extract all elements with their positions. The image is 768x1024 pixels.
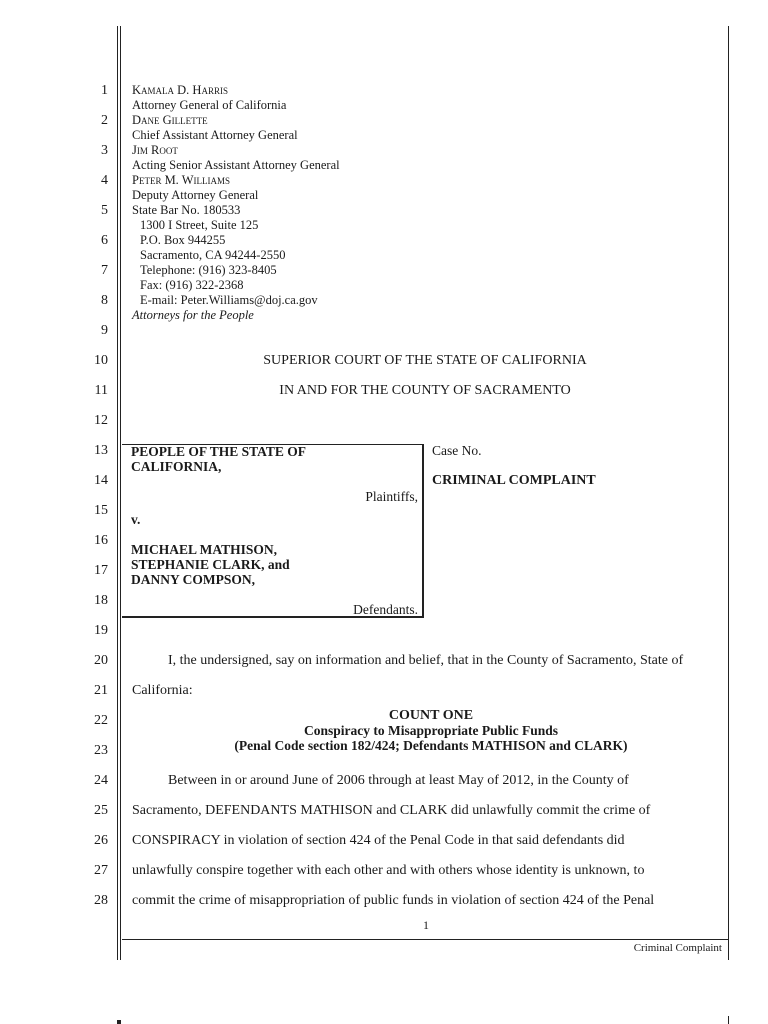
address-line: Sacramento, CA 94244-2550 [140,248,286,262]
line-number: 23 [94,743,108,758]
body-line: unlawfully conspire together with each other and with others whose identity is unknown, to [132,863,645,878]
plaintiff-name: PEOPLE OF THE STATE OF [131,444,307,459]
telephone: Telephone: (916) 323-8405 [140,263,277,277]
line-number: 28 [94,893,108,908]
intro-line: California: [132,683,193,698]
line-number: 11 [94,383,108,398]
line-number: 8 [101,293,108,308]
state-bar-number: State Bar No. 180533 [132,203,241,217]
line-number: 26 [94,833,108,848]
counsel-title: Acting Senior Assistant Attorney General [132,158,340,172]
next-page-right-rule [728,1016,729,1024]
count-subheading: Conspiracy to Misappropriate Public Funds [303,723,559,738]
address-line: 1300 I Street, Suite 125 [140,218,259,232]
line-number: 12 [94,413,108,428]
count-citation: (Penal Code section 182/424; Defendants MATHISON and CLARK) [234,738,628,753]
line-number: 21 [94,683,108,698]
defendant-name: MICHAEL MATHISON, [131,542,278,557]
line-number: 2 [101,113,108,128]
fax: Fax: (916) 322-2368 [140,278,244,292]
line-number: 17 [94,563,108,578]
body-line: Between in or around June of 2006 through at least May of 2012, in the County of [168,773,629,788]
next-page-left-rule [117,1020,121,1024]
count-heading: COUNT ONE [388,708,474,723]
body-line: commit the crime of misappropriation of public funds in violation of section 424 of the Penal [132,893,655,908]
line-number: 4 [101,173,108,188]
counsel-name: Peter M. Williams [132,173,231,187]
defendants-label: Defendants. [353,602,418,617]
line-number: 10 [94,353,108,368]
counsel-name: Kamala D. Harris [132,83,228,97]
plaintiffs-label: Plaintiffs, [365,489,418,504]
counsel-name: Dane Gillette [132,113,208,127]
right-margin-rule [728,26,729,960]
line-number: 7 [101,263,108,278]
body-line: Sacramento, DEFENDANTS MATHISON and CLARK did unlawfully commit the crime of [132,803,651,818]
counsel-title: Attorney General of California [132,98,287,112]
line-number: 16 [94,533,108,548]
defendant-name: DANNY COMPSON, [131,572,255,587]
body-line: CONSPIRACY in violation of section 424 of the Penal Code in that said defendants did [132,833,625,848]
line-number: 20 [94,653,108,668]
line-number: 24 [94,773,108,788]
intro-line: I, the undersigned, say on information and belief, that in the County of Sacramento, State of [168,653,684,668]
counsel-title: Chief Assistant Attorney General [132,128,298,142]
plaintiff-name: CALIFORNIA, [131,459,222,474]
document-title: CRIMINAL COMPLAINT [432,473,596,488]
defendant-name: STEPHANIE CLARK, and [131,557,290,572]
line-number: 27 [94,863,108,878]
counsel-title: Deputy Attorney General [132,188,259,202]
line-number: 6 [101,233,108,248]
line-number: 5 [101,203,108,218]
versus: v. [131,512,141,527]
line-number: 3 [101,143,108,158]
line-number: 25 [94,803,108,818]
counsel-name: Jim Root [132,143,178,157]
footer-title: Criminal Complaint [633,942,722,954]
attorneys-for: Attorneys for the People [132,308,254,322]
address-line: P.O. Box 944255 [140,233,226,247]
line-number: 1 [101,83,108,98]
footer-rule [122,939,728,940]
court-name: SUPERIOR COURT OF THE STATE OF CALIFORNIA [263,353,587,368]
line-number: 18 [94,593,108,608]
case-number-label: Case No. [432,443,482,458]
line-number: 14 [94,473,108,488]
court-county: IN AND FOR THE COUNTY OF SACRAMENTO [279,383,571,398]
page-number: 1 [423,918,429,932]
line-number: 19 [94,623,108,638]
line-number: 22 [94,713,108,728]
line-number: 13 [94,443,108,458]
left-margin-rule-outer [117,26,118,960]
line-number: 15 [94,503,108,518]
line-number: 9 [101,323,108,338]
left-margin-rule-inner [120,26,121,960]
email: E-mail: Peter.Williams@doj.ca.gov [140,293,318,307]
